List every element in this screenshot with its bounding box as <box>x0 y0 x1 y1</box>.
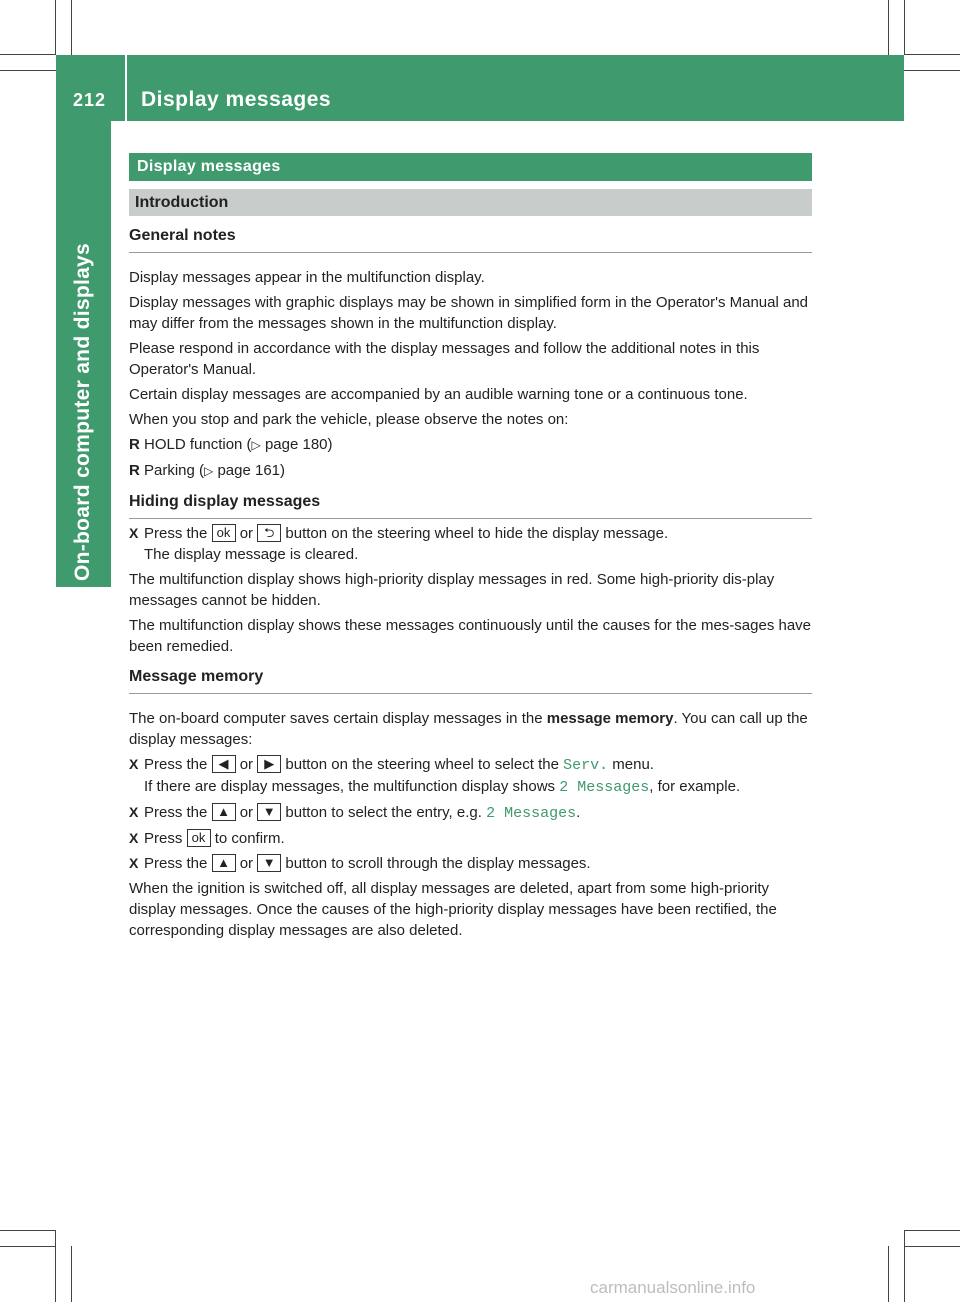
right-key-icon: ▶ <box>257 755 281 773</box>
crop-mark <box>888 1246 889 1302</box>
heading-hiding-display-messages: Hiding display messages <box>129 493 812 519</box>
watermark: carmanualsonline.info <box>590 1278 756 1297</box>
step-text: Press the <box>144 855 208 872</box>
crop-mark <box>55 0 56 55</box>
paragraph-text: . You can call up the display messages: <box>129 710 808 748</box>
paragraph: Display messages appear in the multifunction display. <box>129 269 485 286</box>
bullet-icon: R <box>129 462 140 479</box>
step-text: or <box>239 804 254 821</box>
step-result: The display message is cleared. <box>144 546 359 563</box>
step-arrow-icon: X <box>129 804 139 820</box>
step-text: or <box>239 855 254 872</box>
step-arrow-icon: X <box>129 756 139 772</box>
step-text: or <box>239 525 254 542</box>
step-arrow-icon: X <box>129 830 139 846</box>
page-number: 212 <box>73 90 107 110</box>
instruction-step <box>129 523 812 565</box>
crop-mark <box>904 1246 960 1247</box>
crop-mark <box>888 0 889 55</box>
step-text: button on the steering wheel to hide the display message. <box>285 525 669 542</box>
crop-mark <box>0 70 56 71</box>
step-result: , for example. <box>649 778 741 795</box>
down-key-icon: ▼ <box>257 803 281 821</box>
step-text: . <box>576 804 581 821</box>
chapter-side-tab-label: On-board computer and displays <box>71 242 94 582</box>
ok-key-icon: ok <box>187 829 211 847</box>
crop-mark <box>0 1246 56 1247</box>
up-key-icon: ▲ <box>212 854 236 872</box>
instruction-step <box>129 828 812 849</box>
instruction-step <box>129 754 812 798</box>
display-text: 2 Messages <box>486 805 577 822</box>
crop-mark <box>904 54 960 55</box>
step-text: button to scroll through the display messages. <box>285 855 591 872</box>
up-key-icon: ▲ <box>212 803 236 821</box>
step-text: to confirm. <box>214 830 285 847</box>
crop-mark <box>0 1230 56 1231</box>
ok-key-icon: ok <box>212 524 236 542</box>
page-ref-link[interactable]: page 180) <box>264 436 333 453</box>
page-ref-arrow-icon: ▷ <box>204 464 214 478</box>
instruction-step <box>129 853 812 874</box>
step-text: Press the <box>144 804 208 821</box>
list-item-text: HOLD function ( <box>144 436 252 453</box>
list-item <box>129 434 812 456</box>
crop-mark <box>0 54 56 55</box>
paragraph: The multifunction display shows these messages continuously until the causes for the mes-sages have been remedied. <box>129 617 812 655</box>
paragraph-text: The on-board computer saves certain display messages in the <box>129 710 543 727</box>
paragraph: Display messages with graphic displays may be shown in simplified form in the Operator's Manual and may differ from the messages shown in the multifunction display. <box>129 294 809 332</box>
crop-mark <box>55 1230 56 1302</box>
heading-general-notes: General notes <box>129 227 812 253</box>
bullet-icon: R <box>129 436 140 453</box>
down-key-icon: ▼ <box>257 854 281 872</box>
paragraph: Certain display messages are accompanied by an audible warning tone or a continuous tone. <box>129 386 748 403</box>
page-ref-link[interactable]: page 161) <box>217 462 285 479</box>
step-text: Press the <box>144 525 208 542</box>
step-arrow-icon: X <box>129 525 139 541</box>
step-text: Press the <box>144 756 208 773</box>
display-text: Serv. <box>563 757 609 774</box>
step-text: button on the steering wheel to select the <box>285 756 559 773</box>
crop-mark <box>71 1246 72 1302</box>
subsection-title: Introduction <box>129 189 812 216</box>
back-key-icon: ⮌ <box>257 524 281 542</box>
header-divider <box>125 55 127 121</box>
page-ref-arrow-icon: ▷ <box>251 438 261 452</box>
crop-mark <box>904 1230 905 1302</box>
crop-mark <box>904 0 905 55</box>
step-result: If there are display messages, the multifunction display shows <box>144 778 556 795</box>
left-key-icon: ◀ <box>212 755 236 773</box>
step-text: Press <box>144 830 183 847</box>
paragraph: Please respond in accordance with the display messages and follow the additional notes in this Operator's Manual. <box>129 340 760 378</box>
paragraph <box>129 708 812 750</box>
bold-term: message memory <box>546 710 674 727</box>
paragraph: The multifunction display shows high-priority display messages in red. Some high-priority dis-play messages cannot be hidden. <box>129 571 775 609</box>
crop-mark <box>71 0 72 55</box>
list-item <box>129 460 812 482</box>
crop-mark <box>904 70 960 71</box>
paragraph: When you stop and park the vehicle, please observe the notes on: <box>129 411 569 428</box>
step-text: or <box>239 756 254 773</box>
step-text: menu. <box>612 756 654 773</box>
display-text: 2 Messages <box>559 779 650 796</box>
paragraph: When the ignition is switched off, all display messages are deleted, apart from some high-priority display messages. Once the causes of the high-priority display messages have been rectified, the corresponding display messages are also deleted. <box>129 880 777 939</box>
step-arrow-icon: X <box>129 855 139 871</box>
instruction-step <box>129 802 812 824</box>
list-item-text: Parking ( <box>144 462 205 479</box>
step-text: button to select the entry, e.g. <box>285 804 482 821</box>
section-title: Display messages <box>129 153 812 181</box>
heading-message-memory: Message memory <box>129 668 812 694</box>
main-content <box>129 153 812 941</box>
crop-mark <box>904 1230 960 1231</box>
page-title: Display messages <box>141 88 332 111</box>
